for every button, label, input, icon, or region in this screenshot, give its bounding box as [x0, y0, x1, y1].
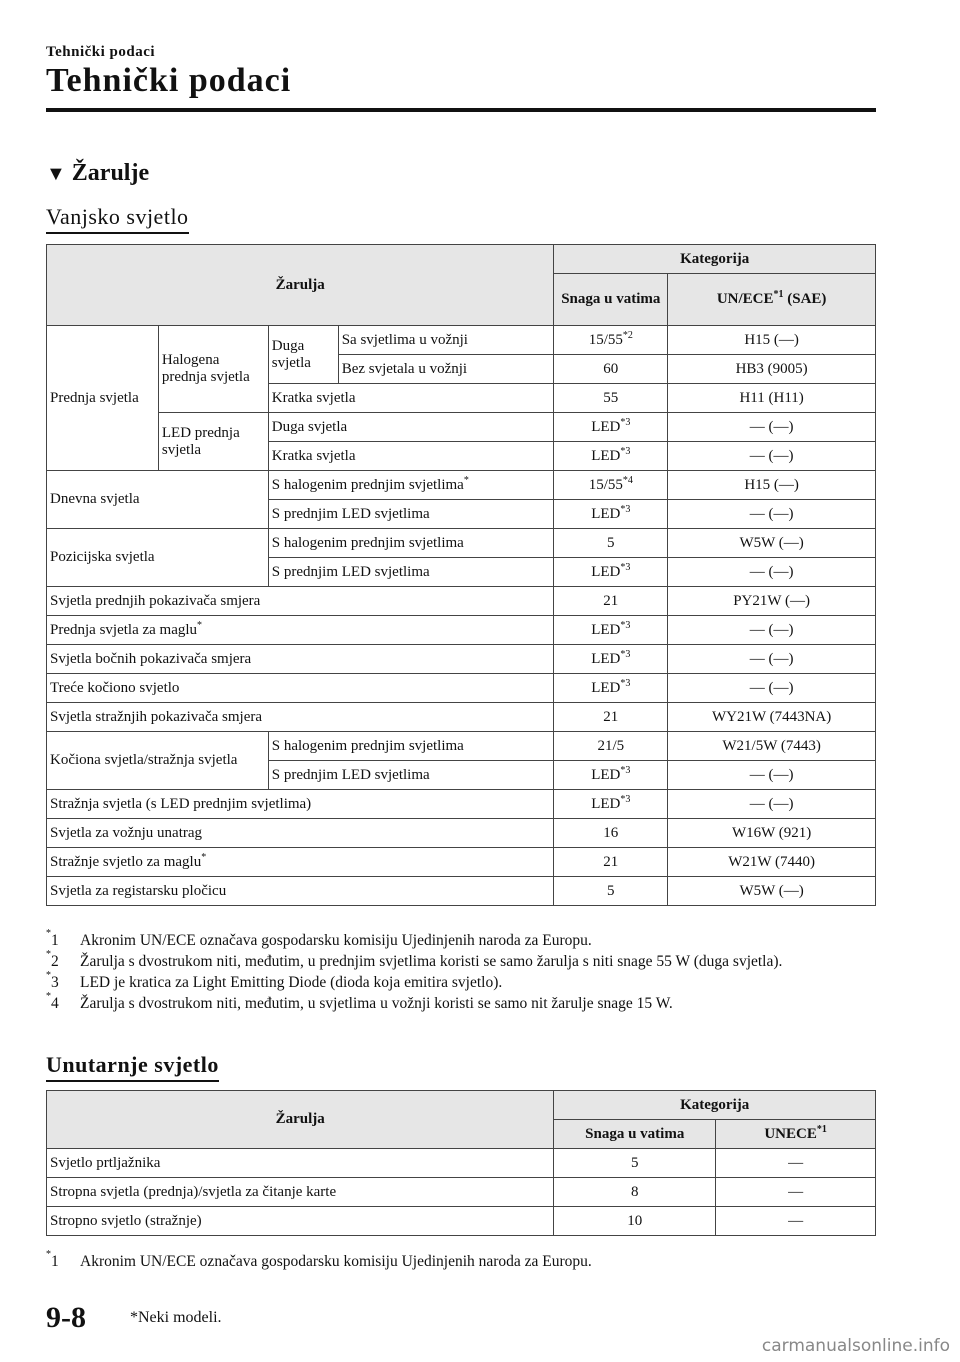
footnote: *4 Žarulja s dvostrukom niti, međutim, u svjetlima u vožnji koristi se samo nit žarulje snage 15 W.	[46, 991, 673, 1012]
cell-label: Svjetla za registarsku pločicu	[47, 877, 554, 906]
cell-watt: 55	[554, 384, 668, 413]
cell-watt: 21	[554, 703, 668, 732]
cell-category: — (—)	[668, 558, 876, 587]
row-label-drl: Dnevna svjetla	[47, 471, 269, 529]
cell-label: Sa svjetlima u vožnji	[338, 326, 554, 355]
cell-watt: 60	[554, 355, 668, 384]
cell-category: — (—)	[668, 500, 876, 529]
cell-label: Treće kočiono svjetlo	[47, 674, 554, 703]
exterior-subtitle: Vanjsko svjetlo	[46, 204, 189, 234]
col-header-bulb: Žarulja	[47, 1091, 554, 1149]
cell-category: — (—)	[668, 645, 876, 674]
cell-category: W16W (921)	[668, 819, 876, 848]
cell-watt: LED$^{*3}$	[554, 761, 668, 790]
cell-category: — (—)	[668, 616, 876, 645]
cell-label: S halogenim prednjim svjetlima	[268, 529, 554, 558]
cell-category: WY21W (7443NA)	[668, 703, 876, 732]
cell-category: — (—)	[668, 790, 876, 819]
cell-category: W21/5W (7443)	[668, 732, 876, 761]
cell-label: S prednjim LED svjetlima	[268, 500, 554, 529]
col-header-watt: Snaga u vatima	[554, 1120, 716, 1149]
row-label-position: Pozicijska svjetla	[47, 529, 269, 587]
running-head: Tehnički podaci	[46, 44, 156, 60]
cell-watt: 15/55$^{*2}$	[554, 326, 668, 355]
triangle-down-icon: ▼	[46, 163, 66, 185]
cell-label: S halogenim prednjim svjetlima	[268, 732, 554, 761]
cell-category: — (—)	[668, 442, 876, 471]
models-note: *Neki modeli.	[130, 1309, 222, 1326]
cell-label: Kratka svjetla	[268, 442, 554, 471]
row-label-led: LED prednja svjetla	[158, 413, 268, 471]
cell-category: W21W (7440)	[668, 848, 876, 877]
cell-category: W5W (—)	[668, 529, 876, 558]
cell-category: — (—)	[668, 761, 876, 790]
col-header-bulb: Žarulja	[47, 245, 554, 326]
cell-watt: 16	[554, 819, 668, 848]
cell-label: Svjetla za vožnju unatrag	[47, 819, 554, 848]
footnote: *2 Žarulja s dvostrukom niti, međutim, u prednjim svjetlima koristi se samo žarulja s niti snage 55 W (duga svjetla).	[46, 949, 783, 970]
cell-watt: LED$^{*3}$	[554, 413, 668, 442]
footnote: *1 Akronim UN/ECE označava gospodarsku komisiju Ujedinjenih naroda za Europu.	[46, 928, 592, 949]
cell-watt: 5	[554, 1149, 716, 1178]
cell-watt: 8	[554, 1178, 716, 1207]
cell-label: Svjetla prednjih pokazivača smjera	[47, 587, 554, 616]
cell-category: —	[716, 1207, 876, 1236]
cell-watt: 5	[554, 877, 668, 906]
cell-label: Svjetla bočnih pokazivača smjera	[47, 645, 554, 674]
row-label-front: Prednja svjetla	[47, 326, 159, 471]
cell-category: H11 (H11)	[668, 384, 876, 413]
cell-label: S prednjim LED svjetlima	[268, 558, 554, 587]
cell-watt: LED$^{*3}$	[554, 674, 668, 703]
cell-watt: LED$^{*3}$	[554, 790, 668, 819]
exterior-bulb-table	[46, 244, 876, 906]
cell-category: HB3 (9005)	[668, 355, 876, 384]
cell-watt: 15/55$^{*4}$	[554, 471, 668, 500]
col-header-std: UN/ECE$^{*1}$ (SAE)	[668, 274, 876, 326]
page-title: Tehnički podaci	[46, 62, 292, 99]
footnote: *3 LED je kratica za Light Emitting Diode (dioda koja emitira svjetlo).	[46, 970, 503, 991]
cell-watt: LED$^{*3}$	[554, 442, 668, 471]
cell-watt: 21/5	[554, 732, 668, 761]
cell-watt: LED$^{*3}$	[554, 616, 668, 645]
footnote: *1 Akronim UN/ECE označava gospodarsku komisiju Ujedinjenih naroda za Europu.	[46, 1249, 592, 1270]
cell-category: —	[716, 1178, 876, 1207]
interior-footnotes	[46, 1251, 876, 1272]
cell-category: H15 (—)	[668, 471, 876, 500]
section-title: Žarulje	[71, 160, 150, 186]
cell-label: Prednja svjetla za maglu*	[47, 616, 554, 645]
cell-label: Bez svjetala u vožnji	[338, 355, 554, 384]
section-heading	[46, 160, 149, 187]
col-header-std: UNECE$^{*1}$	[716, 1120, 876, 1149]
exterior-footnotes	[46, 930, 876, 1014]
cell-watt: 21	[554, 848, 668, 877]
cell-category: — (—)	[668, 674, 876, 703]
interior-bulb-table	[46, 1090, 876, 1236]
cell-watt: 5	[554, 529, 668, 558]
cell-label: Stropno svjetlo (stražnje)	[47, 1207, 554, 1236]
cell-label: Duga svjetla	[268, 413, 554, 442]
cell-watt: LED$^{*3}$	[554, 558, 668, 587]
watermark: carmanualsonline.info	[761, 1336, 950, 1356]
row-label-brake: Kočiona svjetla/stražnja svjetla	[47, 732, 269, 790]
title-rule	[46, 108, 876, 112]
cell-label: Kratka svjetla	[268, 384, 554, 413]
cell-category: W5W (—)	[668, 877, 876, 906]
cell-category: H15 (—)	[668, 326, 876, 355]
cell-label: Svjetla stražnjih pokazivača smjera	[47, 703, 554, 732]
cell-watt: LED$^{*3}$	[554, 500, 668, 529]
col-header-watt: Snaga u vatima	[554, 274, 668, 326]
cell-label: Stražnja svjetla (s LED prednjim svjetlima)	[47, 790, 554, 819]
cell-category: —	[716, 1149, 876, 1178]
cell-watt: LED$^{*3}$	[554, 645, 668, 674]
col-header-category: Kategorija	[554, 245, 876, 274]
cell-watt: 10	[554, 1207, 716, 1236]
cell-label: Stropna svjetla (prednja)/svjetla za čitanje karte	[47, 1178, 554, 1207]
cell-category: — (—)	[668, 413, 876, 442]
row-label-high: Duga svjetla	[268, 326, 338, 384]
col-header-category: Kategorija	[554, 1091, 876, 1120]
interior-subtitle: Unutarnje svjetlo	[46, 1052, 219, 1082]
page-number: 9-8	[46, 1301, 86, 1334]
cell-watt: 21	[554, 587, 668, 616]
cell-label: Svjetlo prtljažnika	[47, 1149, 554, 1178]
cell-label: Stražnje svjetlo za maglu*	[47, 848, 554, 877]
row-label-halogen: Halogena prednja svjetla	[158, 326, 268, 413]
cell-category: PY21W (—)	[668, 587, 876, 616]
cell-label: S prednjim LED svjetlima	[268, 761, 554, 790]
cell-label: S halogenim prednjim svjetlima*	[268, 471, 554, 500]
